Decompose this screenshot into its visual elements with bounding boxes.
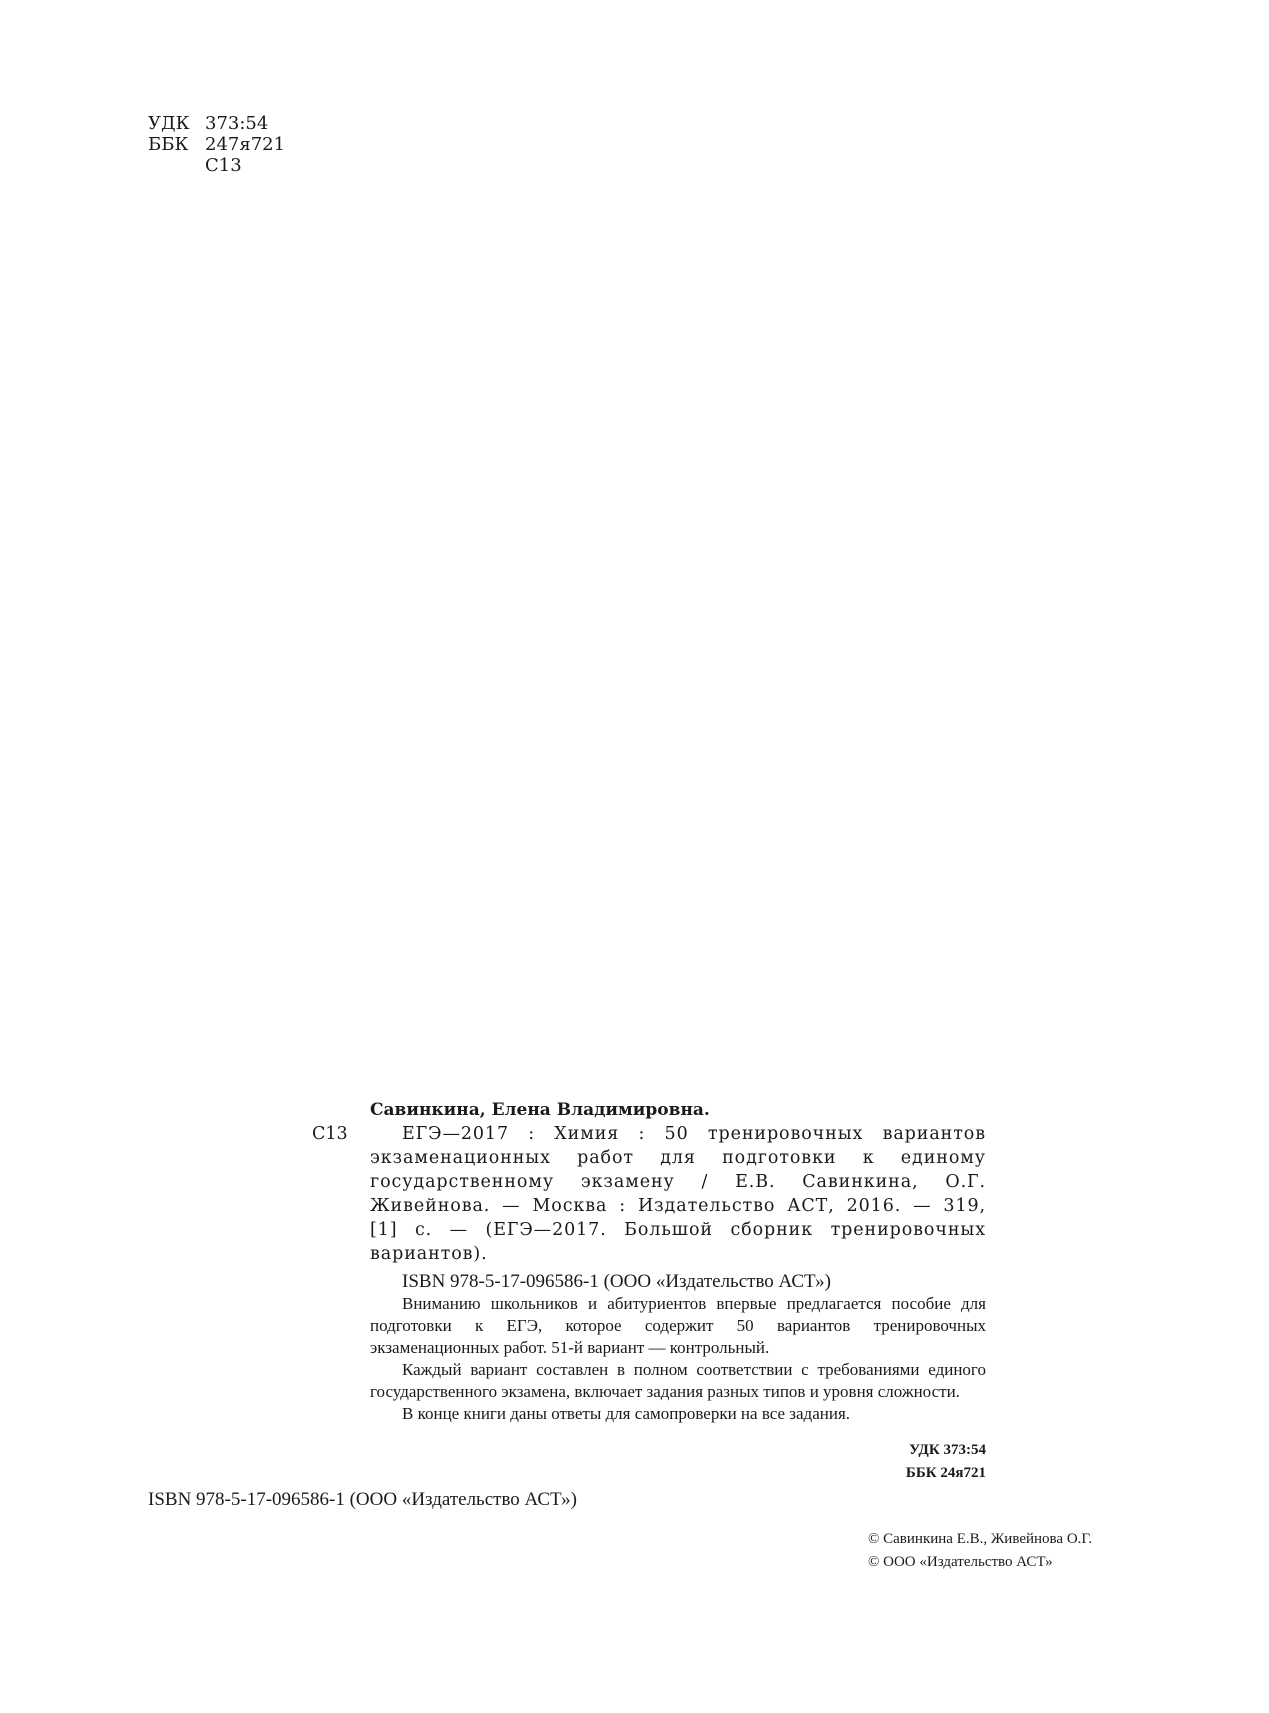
annotation-paragraph: В конце книги даны ответы для самопроверки на все задания. bbox=[402, 1404, 851, 1423]
bbk-row bbox=[148, 134, 285, 155]
card-annotation bbox=[370, 1293, 986, 1425]
catalogue-card bbox=[312, 1098, 986, 1485]
card-isbn: ISBN 978-5-17-096586-1 (ООО «Издательство АСТ») bbox=[402, 1271, 831, 1292]
copyright-block bbox=[868, 1528, 1092, 1574]
udk-value: 373:54 bbox=[205, 113, 269, 134]
card-author: Савинкина, Елена Владимировна. bbox=[370, 1100, 710, 1120]
udk-row bbox=[148, 113, 285, 134]
annotation-paragraph: Вниманию школьников и абитуриентов впервые предлагается пособие для подготовки к ЕГЭ, которое содержит 50 вариантов тренировочных экзаменационных работ. 51-й вариант — контрольный. bbox=[370, 1294, 986, 1357]
bbk-label: ББК bbox=[148, 134, 189, 155]
copyright-publisher: © ООО «Издательство АСТ» bbox=[868, 1554, 1053, 1570]
udk-label: УДК bbox=[148, 113, 190, 134]
bbk-value: 247я721 bbox=[205, 134, 286, 155]
isbn-bottom: ISBN 978-5-17-096586-1 (ООО «Издательство АСТ») bbox=[148, 1489, 577, 1510]
card-bbk: ББК 24я721 bbox=[905, 1465, 986, 1481]
card-classification-codes bbox=[312, 1439, 986, 1485]
copyright-authors: © Савинкина Е.В., Живейнова О.Г. bbox=[868, 1531, 1093, 1547]
author-mark: С13 bbox=[205, 155, 242, 176]
card-bibliographic-description: ЕГЭ—2017 : Химия : 50 тренировочных вариантов экзаменационных работ для подготовки к единому государственному экзамену / Е.В. Савинкина, О.Г. Живейнова. — Москва : Издательство АСТ, 2016. — 319, [1] с. — (ЕГЭ—2017. Большой сборник тренировочных вариантов). bbox=[370, 1124, 986, 1264]
card-main-entry bbox=[312, 1122, 986, 1266]
card-author-mark: С13 bbox=[312, 1124, 348, 1144]
annotation-paragraph: Каждый вариант составлен в полном соответствии с требованиями единого государственного экзамена, включает задания разных типов и уровня сложности. bbox=[370, 1360, 986, 1401]
classification-codes-header bbox=[148, 113, 285, 176]
card-udk: УДК 373:54 bbox=[909, 1442, 986, 1458]
